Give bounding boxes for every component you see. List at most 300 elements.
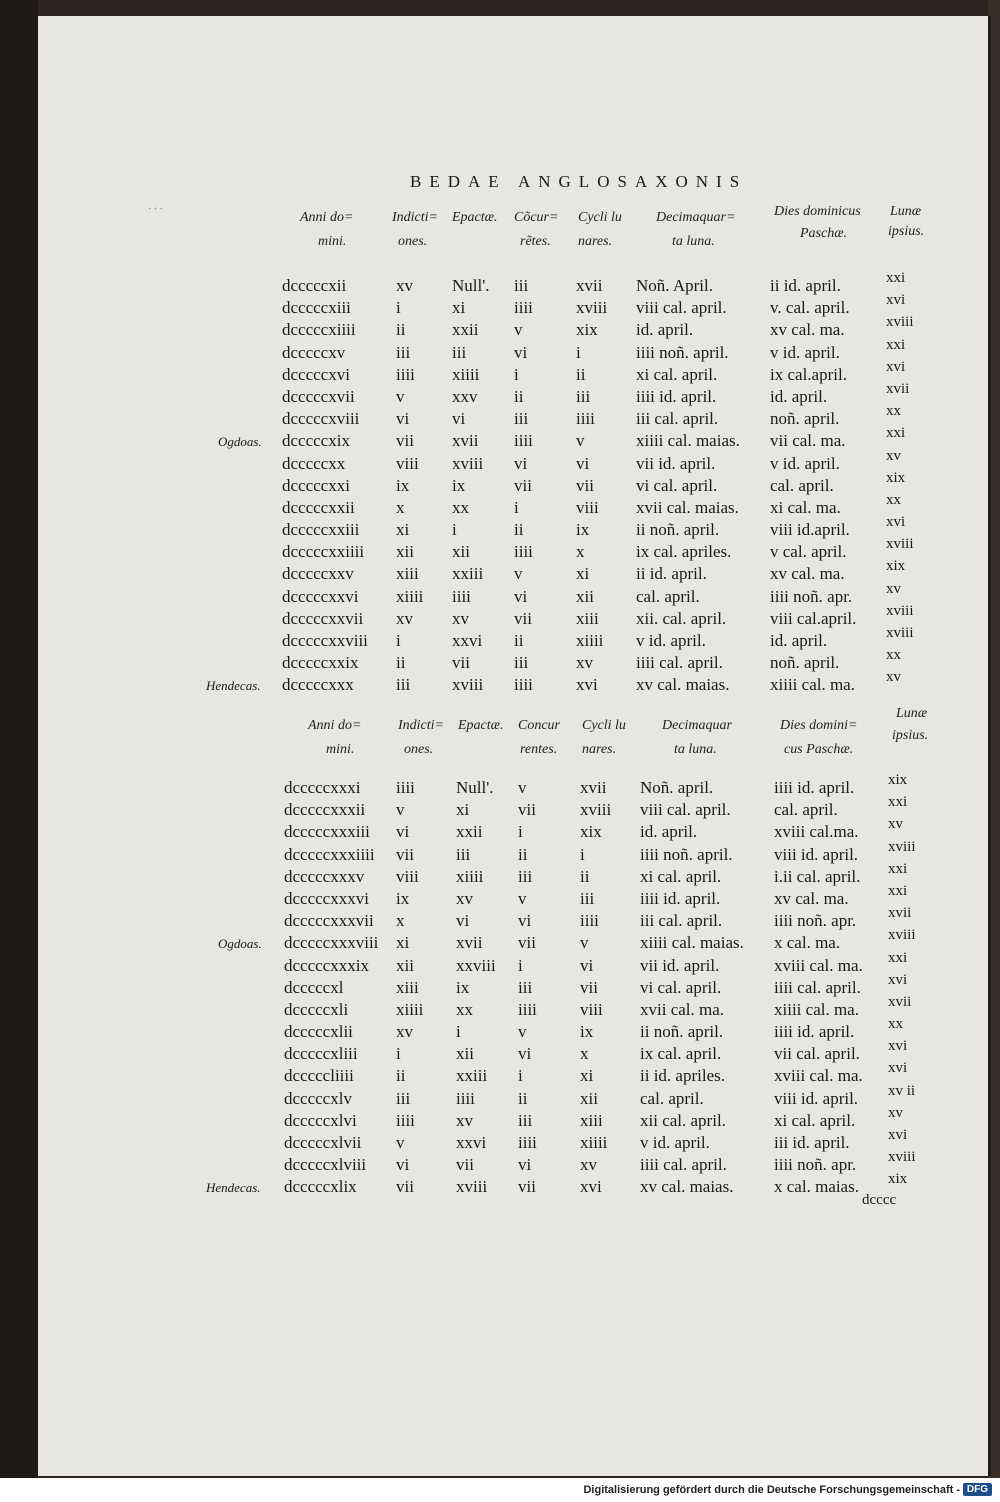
- cell-dec: xi cal. april.: [640, 866, 722, 886]
- cell-dec: iiii id. april.: [640, 888, 721, 908]
- cell-dec: xvii cal. maias.: [636, 497, 739, 517]
- cell-cyc: ix: [580, 1022, 594, 1042]
- cell-ind: v: [396, 800, 405, 820]
- table1-body: [0, 270, 950, 698]
- table-row: [0, 314, 950, 342]
- table-row: [0, 1127, 950, 1155]
- cell-cyc: vi: [580, 955, 594, 975]
- cell-dies: xv cal. ma.: [770, 320, 845, 340]
- cell-ep: Null'.: [452, 276, 490, 295]
- cell-luna: xv: [886, 669, 901, 686]
- table-row: [0, 536, 950, 564]
- cell-ep: xxiii: [452, 564, 484, 584]
- cell-dec: cal. april.: [640, 1088, 704, 1108]
- cell-con: vii: [518, 800, 536, 820]
- hdr-cycli-2: nares.: [578, 234, 613, 249]
- cell-dies: xv cal. ma.: [770, 564, 845, 584]
- cell-ind: xv: [396, 276, 413, 295]
- cell-ind: x: [396, 911, 405, 931]
- cell-con: v: [518, 888, 527, 908]
- table-row: [0, 669, 950, 697]
- cell-luna: xv ii: [888, 1082, 916, 1099]
- hdr2-dies-2: cus Paschæ.: [784, 742, 854, 757]
- cell-ind: vi: [396, 409, 410, 429]
- cell-ep: xxviii: [456, 955, 496, 975]
- cell-cyc: x: [576, 542, 585, 562]
- cell-con: vi: [514, 342, 528, 362]
- cell-luna: xix: [888, 772, 908, 788]
- hdr-anni-1: Anni do=: [300, 210, 354, 225]
- cell-anni: dcccccxxiii: [282, 520, 360, 540]
- cell-dec: viii cal. april.: [636, 298, 727, 318]
- cell-anni: dcccccxlix: [284, 1177, 357, 1197]
- table-row: [0, 380, 950, 409]
- cell-luna: xx: [888, 1016, 903, 1033]
- cell-ind: iiii: [396, 778, 415, 797]
- table-row: [0, 469, 950, 498]
- cell-cyc: xviii: [576, 298, 608, 318]
- cell-dec: iii cal. april.: [636, 409, 719, 429]
- cell-anni: dcccccxxxii: [284, 800, 366, 820]
- cell-cyc: xi: [576, 564, 590, 584]
- cell-ind: iii: [396, 675, 411, 695]
- cell-dies: x cal. maias.: [774, 1177, 859, 1197]
- cell-anni: dcccccxx: [282, 453, 346, 473]
- cell-con: v: [518, 778, 527, 797]
- cell-dies: xiiii cal. ma.: [770, 675, 855, 695]
- hdr-lunae-1: Lunæ: [890, 204, 922, 219]
- cell-cyc: vii: [576, 475, 594, 495]
- cell-con: iiii: [518, 1133, 537, 1152]
- cell-luna: xvi: [888, 1060, 908, 1077]
- hdr2-lunae-2: ipsius.: [892, 728, 929, 743]
- cell-cyc: viii: [580, 999, 603, 1019]
- cell-dies: xi cal. april.: [774, 1110, 856, 1130]
- cell-anni: dcccccxvi: [282, 364, 350, 384]
- cell-dec: ii noñ. april.: [640, 1022, 724, 1042]
- cell-ind: xii: [396, 955, 414, 975]
- cell-dies: iiii id. april.: [774, 1022, 855, 1042]
- table-row: [0, 1082, 950, 1111]
- cell-con: vi: [518, 1044, 532, 1064]
- cell-dies: v. cal. april.: [770, 298, 850, 318]
- cell-cyc: xv: [576, 653, 593, 673]
- cell-cyc: xii: [580, 1088, 598, 1108]
- table-row: [0, 1038, 950, 1066]
- cell-ep: xv: [456, 1110, 473, 1130]
- catchword: dcccc: [862, 1192, 897, 1208]
- cell-con: v: [514, 564, 523, 584]
- cell-dec: cal. april.: [636, 586, 700, 606]
- cell-cyc: iiii: [576, 409, 595, 429]
- cell-con: i: [518, 1066, 523, 1086]
- cell-ep: xx: [452, 497, 469, 517]
- cell-dec: ii id. april.: [636, 564, 707, 584]
- cell-luna: xvii: [886, 380, 910, 397]
- cell-con: ii: [518, 1088, 528, 1108]
- cell-dies: iiii id. april.: [774, 778, 855, 797]
- hdr2-decima-1: Decimaquar: [662, 718, 732, 733]
- hdr-anni-2: mini.: [318, 234, 347, 249]
- cell-ind: xiiii: [396, 999, 424, 1019]
- cell-dec: xv cal. maias.: [640, 1177, 734, 1197]
- cell-con: iiii: [514, 542, 533, 562]
- cell-cyc: xiii: [576, 608, 599, 628]
- cell-cyc: i: [580, 844, 585, 864]
- cell-luna: xviii: [886, 625, 914, 641]
- cell-dies: noñ. april.: [770, 409, 840, 429]
- cell-ind: xv: [396, 608, 413, 628]
- cell-ind: vii: [396, 431, 414, 451]
- cell-dies: noñ. april.: [770, 653, 840, 673]
- cell-side: Ogdoas.: [218, 434, 262, 450]
- cell-dec: iiii noñ. april.: [640, 844, 733, 864]
- cell-dies: iiii noñ. apr.: [774, 1155, 857, 1175]
- cell-anni: dcccccxii: [282, 276, 347, 295]
- table1-header: [0, 206, 1000, 256]
- cell-ep: xxvi: [456, 1133, 487, 1152]
- hdr-concur-2: rẽtes.: [520, 234, 551, 249]
- cell-ind: i: [396, 1044, 401, 1064]
- cell-dec: vi cal. april.: [636, 475, 718, 495]
- cell-con: vii: [514, 475, 532, 495]
- hdr-cycli-1: Cycli lu: [578, 210, 622, 225]
- table-row: [0, 403, 950, 431]
- cell-dies: id. april.: [770, 386, 828, 406]
- cell-luna: xvi: [888, 1038, 908, 1055]
- cell-dec: vi cal. april.: [640, 977, 722, 997]
- cell-anni: dcccccxiiii: [282, 320, 356, 340]
- cell-anni: dcccccxlvi: [284, 1110, 357, 1130]
- cell-ind: iiii: [396, 1110, 415, 1130]
- table-row: [0, 558, 950, 586]
- cell-dec: id. april.: [636, 320, 694, 340]
- hdr2-anni-2: mini.: [326, 742, 355, 757]
- cell-con: vii: [514, 608, 532, 628]
- cell-dies: cal. april.: [774, 800, 838, 820]
- cell-con: iiii: [514, 675, 533, 695]
- hdr2-dies-1: Dies domini=: [780, 718, 858, 733]
- cell-luna: xxi: [888, 860, 908, 877]
- cell-dies: iiii noñ. apr.: [774, 911, 857, 931]
- cell-con: iiii: [518, 999, 537, 1019]
- cell-ep: ix: [452, 475, 466, 495]
- cell-dies: vii cal. april.: [774, 1044, 860, 1064]
- cell-con: ii: [514, 631, 524, 650]
- cell-ep: xvii: [452, 431, 479, 451]
- cell-ep: iiii: [452, 586, 471, 606]
- cell-dec: ix cal. apriles.: [636, 542, 732, 562]
- cell-con: ii: [518, 844, 528, 864]
- hdr-indict-1: Indicti=: [392, 210, 438, 225]
- cell-ep: vii: [452, 653, 470, 673]
- table-row: [0, 1016, 950, 1044]
- cell-luna: xviii: [886, 314, 914, 331]
- ink-specks: · ‧ ·: [148, 204, 163, 215]
- table-row: [0, 1149, 950, 1177]
- cell-dies: v id. april.: [770, 342, 840, 362]
- cell-ep: xx: [456, 999, 473, 1019]
- cell-ind: v: [396, 1133, 405, 1152]
- hdr-concur-1: Cõcur=: [514, 210, 559, 225]
- cell-cyc: xix: [576, 320, 598, 340]
- cell-ep: xiiii: [452, 364, 480, 384]
- cell-ep: xxii: [452, 320, 479, 340]
- cell-ind: ix: [396, 888, 410, 908]
- cell-cyc: viii: [576, 497, 599, 517]
- cell-dies: ix cal.april.: [770, 364, 847, 384]
- cell-con: iiii: [514, 431, 533, 451]
- cell-luna: xvi: [886, 358, 906, 375]
- cell-cyc: xviii: [580, 800, 612, 820]
- cell-ep: xv: [452, 608, 469, 628]
- cell-con: i: [518, 955, 523, 975]
- cell-luna: xv: [888, 816, 903, 833]
- cell-anni: dcccccxix: [282, 431, 350, 451]
- table-row: [0, 625, 950, 653]
- cell-ind: xv: [396, 1022, 413, 1042]
- cell-con: vii: [518, 1177, 536, 1197]
- table-row: [0, 993, 950, 1022]
- cell-cyc: x: [580, 1044, 589, 1064]
- cell-dies: xiiii cal. ma.: [774, 999, 859, 1019]
- cell-con: i: [514, 497, 519, 517]
- cell-dec: iiii id. april.: [636, 386, 717, 406]
- cell-dies: xviii cal. ma.: [774, 955, 863, 975]
- table-row: [0, 425, 950, 453]
- hdr-decima-2: ta luna.: [672, 234, 715, 249]
- cell-cyc: v: [576, 431, 585, 451]
- cell-dec: vii id. april.: [636, 453, 716, 473]
- cell-cyc: v: [580, 933, 589, 953]
- cell-dies: xi cal. ma.: [770, 497, 841, 517]
- table-row: [0, 860, 950, 889]
- hdr-dies-1: Dies dominicus: [774, 204, 861, 219]
- table-row: [0, 580, 950, 609]
- cell-con: vi: [514, 453, 528, 473]
- cell-dec: Noñ. April.: [636, 276, 713, 295]
- cell-dies: iiii noñ. apr.: [770, 586, 853, 606]
- cell-ind: ii: [396, 653, 406, 673]
- table-row: [0, 838, 950, 867]
- cell-dies: ii id. april.: [770, 276, 841, 295]
- cell-ind: iiii: [396, 364, 415, 384]
- cell-luna: xxi: [888, 882, 908, 899]
- cell-cyc: xvi: [580, 1177, 602, 1197]
- cell-anni: dcccccxxvii: [282, 608, 364, 628]
- cell-con: ii: [514, 386, 524, 406]
- cell-con: vi: [514, 586, 528, 606]
- cell-con: iii: [518, 866, 533, 886]
- cell-cyc: xiiii: [580, 1133, 608, 1152]
- cell-luna: xvi: [888, 1127, 908, 1143]
- hdr2-indict-1: Indicti=: [398, 718, 444, 733]
- cell-dies: viii id. april.: [774, 844, 859, 864]
- cell-anni: dcccccxxiiii: [282, 542, 365, 562]
- cell-dec: ii id. apriles.: [640, 1066, 725, 1086]
- cell-luna: xx: [886, 403, 901, 420]
- hdr-dies-2: Paschæ.: [800, 226, 848, 241]
- cell-dec: xiiii cal. maias.: [640, 933, 744, 953]
- cell-ep: vii: [456, 1155, 474, 1175]
- cell-dec: xii. cal. april.: [636, 608, 727, 628]
- cell-luna: xviii: [888, 838, 916, 855]
- cell-luna: xvii: [888, 905, 912, 922]
- cell-dies: iii id. april.: [774, 1133, 850, 1152]
- cell-dies: viii id. april.: [774, 1088, 859, 1108]
- cell-cyc: xvii: [576, 276, 603, 295]
- cell-ind: xii: [396, 542, 414, 562]
- hdr-decima-1: Decimaquar=: [656, 210, 736, 225]
- hdr2-concur-1: Concur: [518, 718, 560, 733]
- cell-luna: xv: [886, 580, 901, 597]
- cell-dec: ii noñ. april.: [636, 520, 720, 540]
- table-row: [0, 1104, 950, 1133]
- cell-ep: vi: [456, 911, 470, 931]
- cell-ind: ix: [396, 475, 410, 495]
- cell-dies: x cal. ma.: [774, 933, 841, 953]
- hdr2-cycli-2: nares.: [582, 742, 617, 757]
- table-row: [0, 447, 950, 476]
- cell-con: iii: [518, 1110, 533, 1130]
- table-row: [0, 949, 950, 978]
- table-row: [0, 1171, 950, 1199]
- footer-credit: Digitalisierung gefördert durch die Deutsche Forschungsgemeinschaft -: [583, 1484, 960, 1496]
- table-row: [0, 927, 950, 955]
- cell-anni: dcccccxxi: [282, 475, 350, 495]
- cell-anni: dcccccxxii: [282, 497, 355, 517]
- hdr-indict-2: ones.: [398, 234, 428, 249]
- cell-luna: xv: [888, 1104, 903, 1121]
- table-row: [0, 816, 950, 844]
- cell-cyc: ii: [580, 866, 590, 886]
- table-row: [0, 971, 950, 1000]
- cell-ep: xii: [452, 542, 470, 562]
- cell-anni: dcccccxxxix: [284, 955, 369, 975]
- hdr-epact: Epactæ.: [452, 210, 498, 225]
- cell-side: Hendecas.: [206, 678, 261, 694]
- cell-con: i: [518, 822, 523, 842]
- cell-ind: xiii: [396, 977, 419, 997]
- cell-luna: xx: [886, 647, 901, 664]
- table-row: [0, 905, 950, 933]
- cell-con: v: [518, 1022, 527, 1042]
- cell-ep: xvii: [456, 933, 483, 953]
- cell-anni: dcccccxv: [282, 342, 346, 362]
- cell-luna: xvi: [888, 971, 908, 988]
- cell-con: iii: [514, 653, 529, 673]
- cell-anni: dcccccxxx: [282, 675, 354, 695]
- cell-ind: i: [396, 298, 401, 318]
- cell-ep: iii: [456, 844, 471, 864]
- cell-cyc: ix: [576, 520, 590, 540]
- cell-cyc: i: [576, 342, 581, 362]
- cell-ep: xxvi: [452, 631, 483, 650]
- cell-anni: dcccccxxv: [282, 564, 354, 584]
- cell-anni: dcccccxiii: [282, 298, 351, 318]
- cell-con: iii: [518, 977, 533, 997]
- cell-cyc: iii: [576, 386, 591, 406]
- cell-ind: i: [396, 631, 401, 650]
- cell-con: ii: [514, 520, 524, 540]
- cell-ind: viii: [396, 866, 419, 886]
- cell-anni: dcccccliiii: [284, 1066, 354, 1086]
- cell-con: iii: [514, 276, 529, 295]
- cell-luna: xviii: [888, 927, 916, 944]
- cell-anni: dcccccxxxviii: [284, 933, 379, 953]
- cell-luna: xx: [886, 491, 901, 508]
- cell-luna: xxi: [886, 336, 906, 353]
- cell-dec: iii cal. april.: [640, 911, 723, 931]
- cell-con: vi: [518, 911, 532, 931]
- cell-ep: i: [452, 520, 457, 540]
- cell-dec: iiii noñ. april.: [636, 342, 729, 362]
- cell-anni: dcccccxxxi: [284, 778, 361, 797]
- cell-luna: xviii: [886, 536, 914, 553]
- cell-luna: xxi: [886, 425, 906, 442]
- cell-dies: xviii cal.ma.: [774, 822, 859, 842]
- cell-dies: viii id.april.: [770, 520, 850, 540]
- cell-ind: vi: [396, 822, 410, 842]
- cell-ind: viii: [396, 453, 419, 473]
- cell-dec: xiiii cal. maias.: [636, 431, 740, 451]
- cell-side: Hendecas.: [206, 1180, 261, 1196]
- cell-cyc: xvii: [580, 778, 607, 797]
- cell-con: iiii: [514, 298, 533, 318]
- cell-luna: xix: [886, 469, 906, 486]
- cell-anni: dcccccxxxv: [284, 866, 365, 886]
- cell-anni: dcccccxxxvi: [284, 888, 369, 908]
- cell-ep: xxv: [452, 386, 478, 406]
- cell-anni: dcccccxxviii: [282, 631, 368, 650]
- cell-ind: vii: [396, 1177, 414, 1197]
- cell-ep: xii: [456, 1044, 474, 1064]
- cell-dec: id. april.: [640, 822, 698, 842]
- cell-cyc: xiii: [580, 1110, 603, 1130]
- cell-ep: xviii: [452, 453, 484, 473]
- cell-luna: xix: [886, 558, 906, 575]
- cell-ind: xiii: [396, 564, 419, 584]
- table-row: [0, 772, 950, 800]
- cell-ind: v: [396, 386, 405, 406]
- cell-con: vi: [518, 1155, 532, 1175]
- dfg-logo: DFG: [963, 1483, 992, 1496]
- cell-dec: ix cal. april.: [640, 1044, 722, 1064]
- cell-ep: vi: [452, 409, 466, 429]
- cell-dies: v cal. april.: [770, 542, 847, 562]
- cell-ep: iiii: [456, 1088, 475, 1108]
- cell-con: v: [514, 320, 523, 340]
- cell-dec: iiii cal. april.: [640, 1155, 727, 1175]
- cell-dies: viii cal.april.: [770, 608, 857, 628]
- running-head: BEDAE ANGLOSAXONIS: [410, 172, 748, 191]
- cell-ep: Null'.: [456, 778, 494, 797]
- cell-luna: xxi: [888, 794, 908, 811]
- table-row: [0, 336, 950, 365]
- cell-luna: xvii: [888, 993, 912, 1010]
- hdr2-decima-2: ta luna.: [674, 742, 717, 757]
- cell-dies: cal. april.: [770, 475, 834, 495]
- cell-cyc: iiii: [580, 911, 599, 931]
- cell-ind: xi: [396, 520, 410, 540]
- cell-cyc: xix: [580, 822, 602, 842]
- cell-cyc: xii: [576, 586, 594, 606]
- table-row: [0, 514, 950, 542]
- cell-cyc: xi: [580, 1066, 594, 1086]
- cell-dec: xii cal. april.: [640, 1110, 726, 1130]
- table-row: [0, 292, 950, 320]
- cell-dies: xv cal. ma.: [774, 888, 849, 908]
